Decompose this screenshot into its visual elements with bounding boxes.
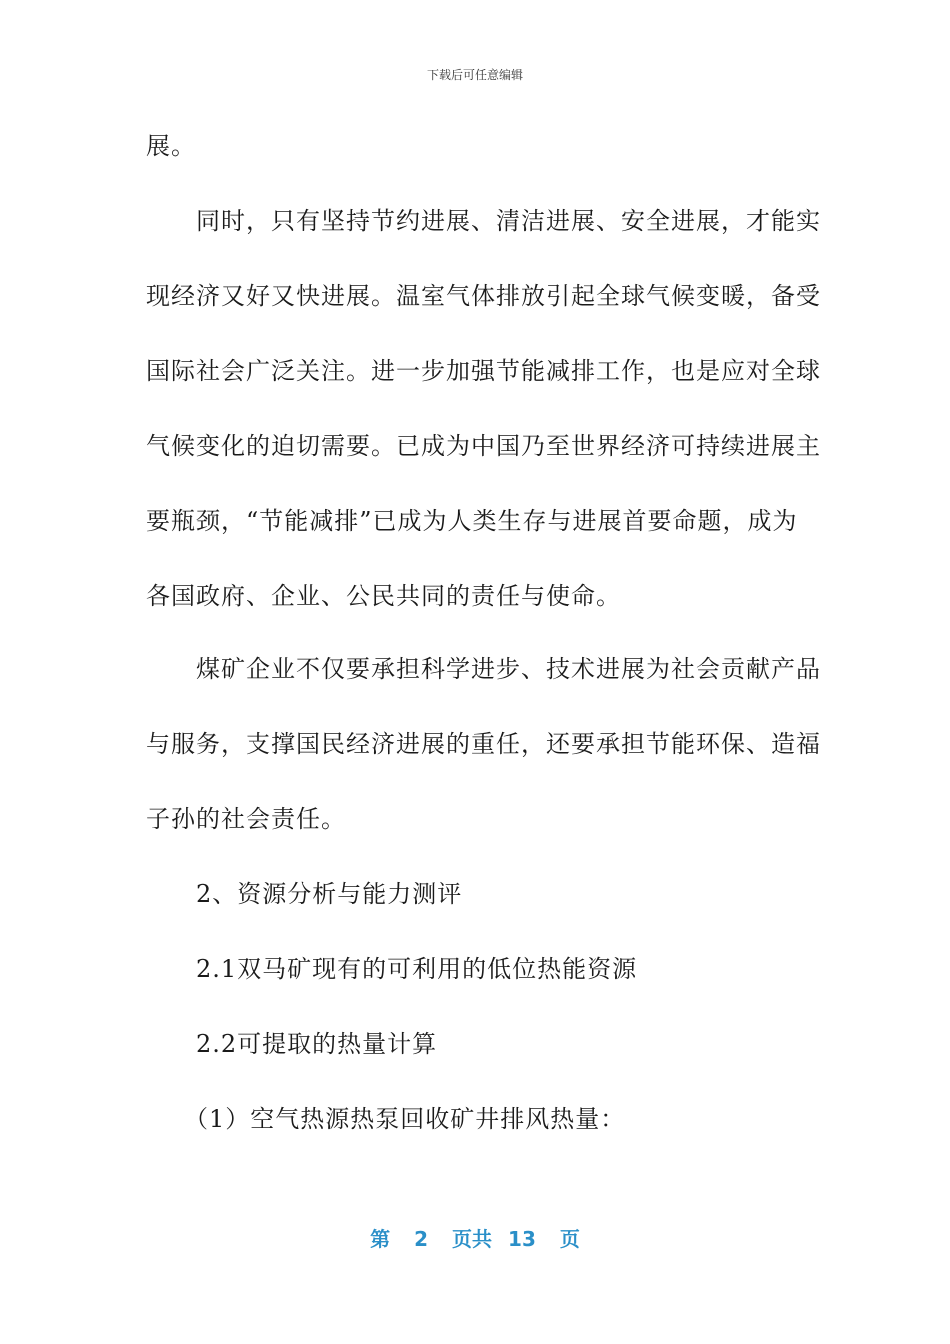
text-line: 与服务，支撑国民经济进展的重任，还要承担节能环保、造福 [146, 730, 821, 758]
text-line: 展。 [146, 132, 196, 160]
text-line: 各国政府、企业、公民共同的责任与使命。 [146, 582, 621, 610]
footer-page-number: 2 [414, 1227, 429, 1251]
page-footer [0, 1226, 950, 1252]
footer-label-di: 第 [370, 1227, 391, 1251]
section-heading: 2、资源分析与能力测评 [146, 880, 463, 908]
text-line: 要瓶颈，“节能减排”已成为人类生存与进展首要命题，成为 [146, 507, 798, 535]
text-line: 煤矿企业不仅要承担科学进步、技术进展为社会贡献产品 [146, 655, 821, 683]
text-line: 气候变化的迫切需要。已成为中国乃至世界经济可持续进展主 [146, 432, 821, 460]
subsection-heading: 2.1双马矿现有的可利用的低位热能资源 [146, 955, 638, 983]
list-item-heading: （1）空气热源热泵回收矿井排风热量： [146, 1105, 626, 1133]
subsection-heading: 2.2可提取的热量计算 [146, 1030, 438, 1058]
page-header: 下载后可任意编辑 [426, 68, 523, 82]
text-line: 国际社会广泛关注。进一步加强节能减排工作，也是应对全球 [146, 357, 821, 385]
text-line: 子孙的社会责任。 [146, 805, 346, 833]
footer-label-ye: 页 [559, 1227, 580, 1251]
footer-label-ye-gong: 页共 [452, 1227, 493, 1251]
text-line: 现经济又好又快进展。温室气体排放引起全球气候变暖，备受 [146, 282, 821, 310]
footer-total-pages: 13 [508, 1227, 536, 1251]
text-line: 同时，只有坚持节约进展、清洁进展、安全进展，才能实 [146, 207, 821, 235]
